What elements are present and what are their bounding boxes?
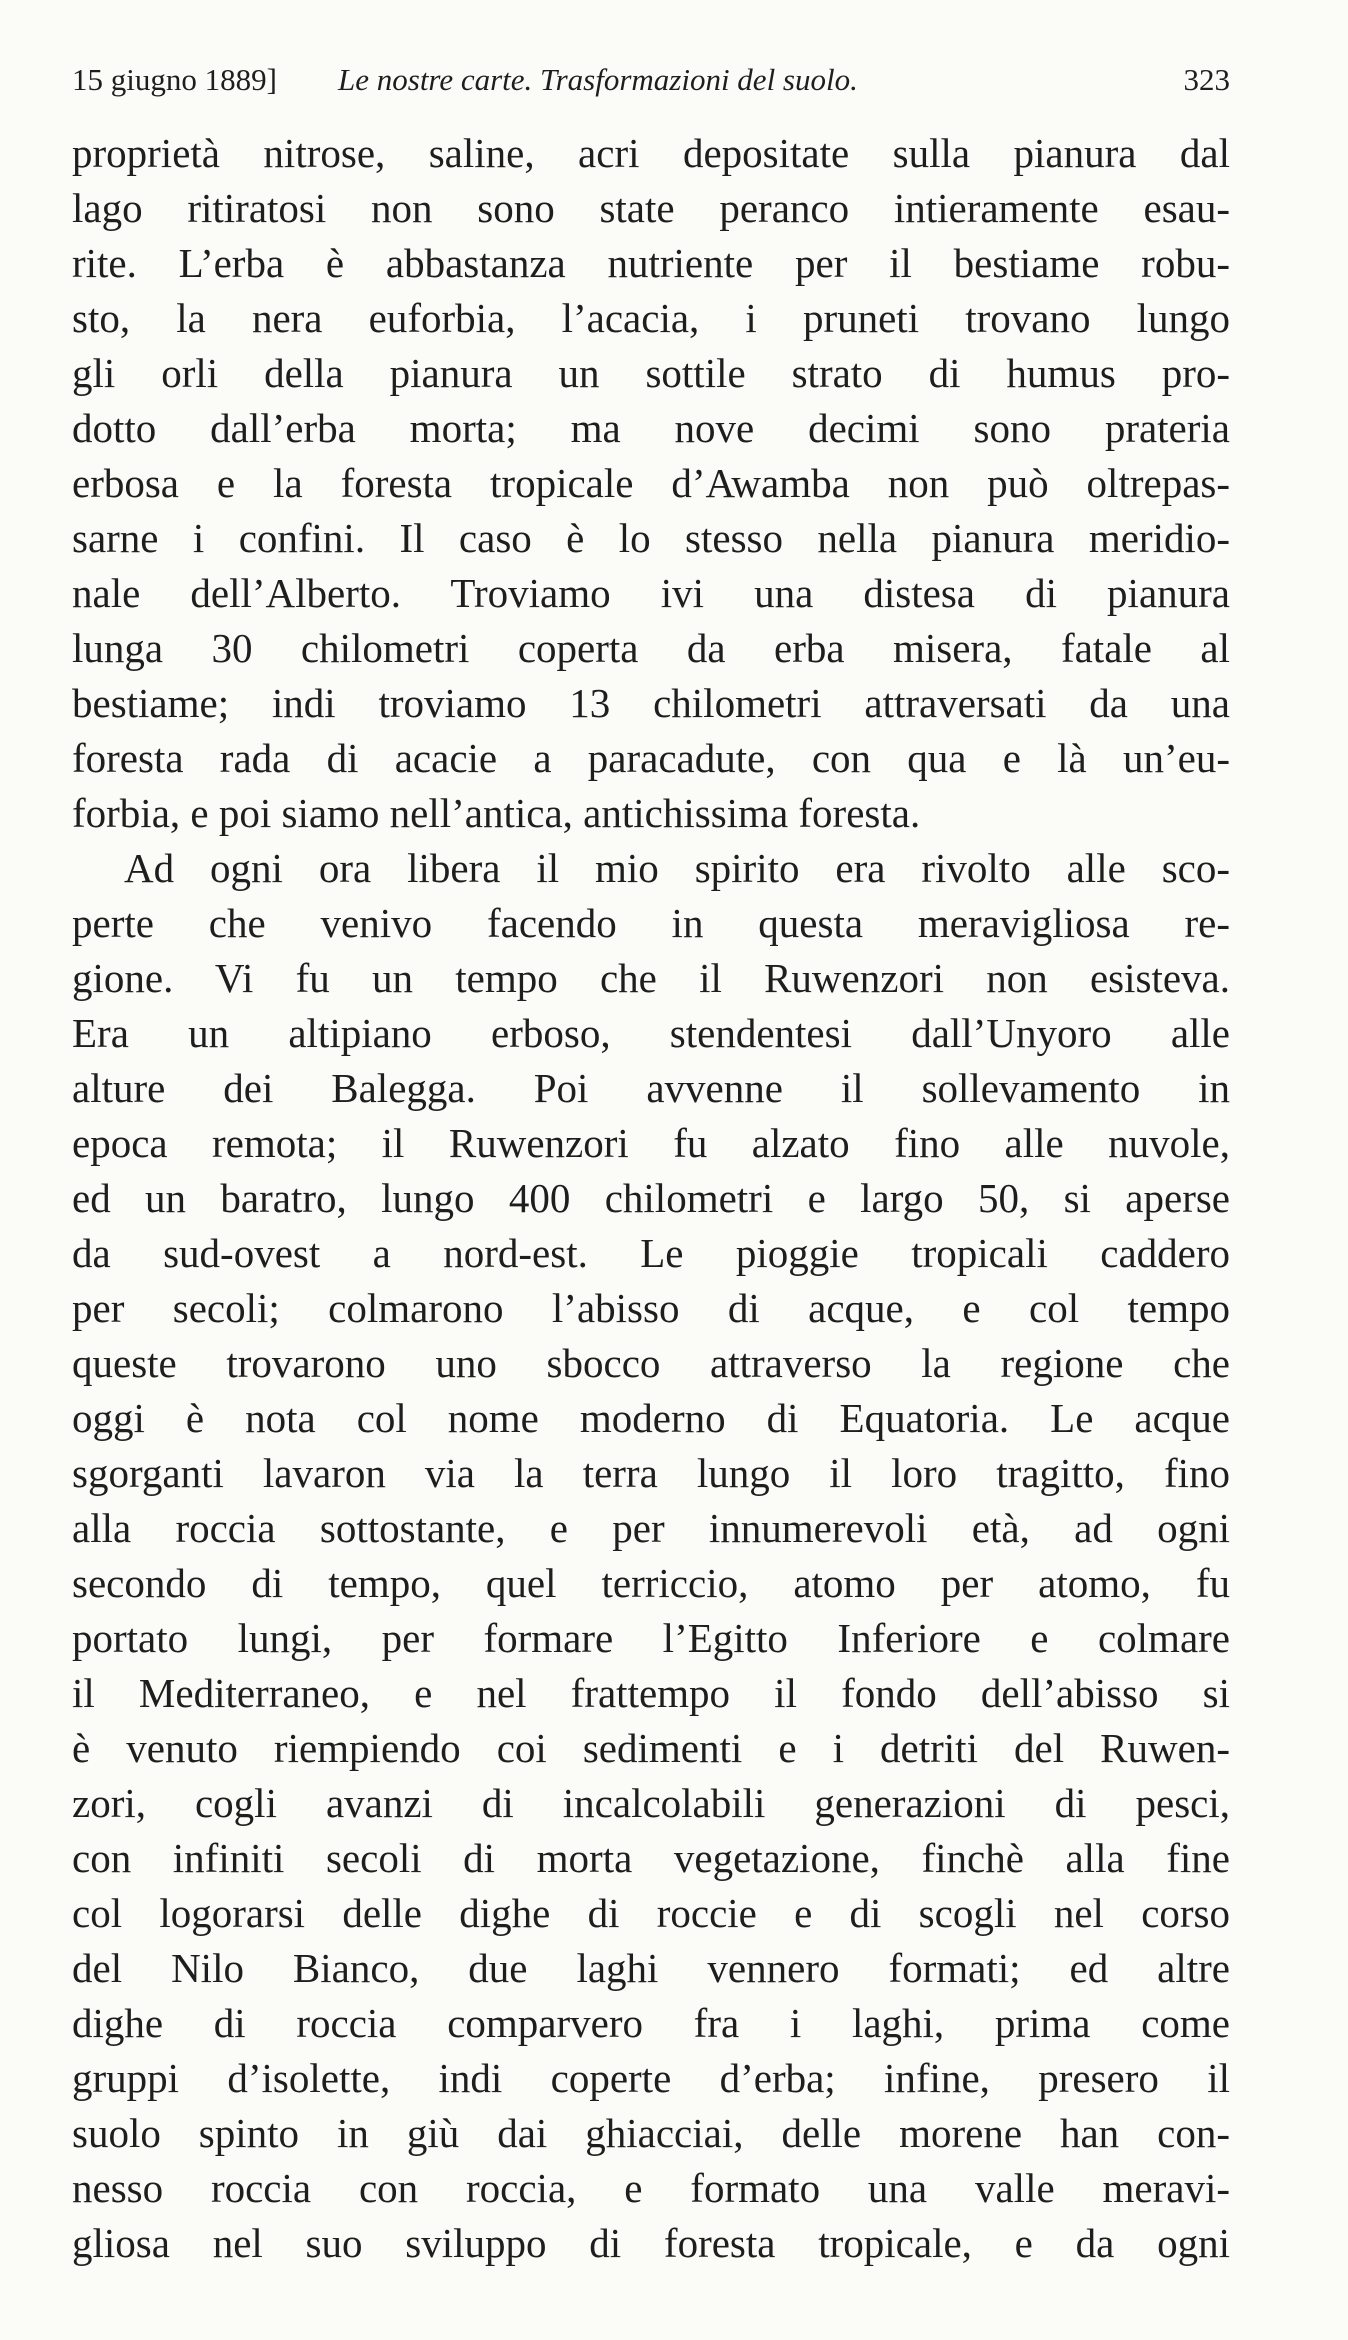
- text-line: epoca remota; il Ruwenzori fu alzato fino alle nuvole,: [72, 1120, 1230, 1166]
- text-line: alla roccia sottostante, e per innumerevoli età, ad ogni: [72, 1505, 1230, 1551]
- text-line: lunga 30 chilometri coperta da erba misera, fatale al: [72, 625, 1230, 671]
- text-line: erbosa e la foresta tropicale d’Awamba non può oltrepas-: [72, 460, 1230, 506]
- text-line: Era un altipiano erboso, stendentesi dall’Unyoro alle: [72, 1010, 1230, 1056]
- text-line: suolo spinto in giù dai ghiacciai, delle morene han con-: [72, 2110, 1230, 2156]
- header-date: 15 giugno 1889]: [72, 62, 277, 97]
- page-number: 323: [1183, 62, 1230, 97]
- text-line: gliosa nel suo sviluppo di foresta tropicale, e da ogni: [72, 2220, 1230, 2266]
- running-title: Le nostre carte. Trasformazioni del suolo.: [338, 62, 858, 97]
- text-line: il Mediterraneo, e nel frattempo il fondo dell’abisso si: [72, 1670, 1230, 1716]
- text-line: del Nilo Bianco, due laghi vennero formati; ed altre: [72, 1945, 1230, 1991]
- text-line: proprietà nitrose, saline, acri depositate sulla pianura dal: [72, 130, 1230, 176]
- body-text: [72, 126, 1230, 2271]
- text-line: col logorarsi delle dighe di roccie e di scogli nel corso: [72, 1890, 1230, 1936]
- text-line: secondo di tempo, quel terriccio, atomo per atomo, fu: [72, 1560, 1230, 1606]
- page-header: [72, 56, 1230, 104]
- text-line: sto, la nera euforbia, l’acacia, i pruneti trovano lungo: [72, 295, 1230, 341]
- text-line: alture dei Balegga. Poi avvenne il sollevamento in: [72, 1065, 1230, 1111]
- text-line: forbia, e poi siamo nell’antica, antichissima foresta.: [72, 790, 921, 836]
- text-line: oggi è nota col nome moderno di Equatoria. Le acque: [72, 1395, 1230, 1441]
- text-line: ed un baratro, lungo 400 chilometri e largo 50, si aperse: [72, 1175, 1230, 1221]
- text-line: dotto dall’erba morta; ma nove decimi sono prateria: [72, 405, 1230, 451]
- text-line: dighe di roccia comparvero fra i laghi, prima come: [72, 2000, 1230, 2046]
- text-line: con infiniti secoli di morta vegetazione, finchè alla fine: [72, 1835, 1230, 1881]
- text-line: perte che venivo facendo in questa meravigliosa re-: [72, 900, 1230, 946]
- text-line: nesso roccia con roccia, e formato una valle meravi-: [72, 2165, 1230, 2211]
- paragraph-first-line: Ad ogni ora libera il mio spirito era rivolto alle sco-: [124, 845, 1230, 891]
- text-line: rite. L’erba è abbastanza nutriente per il bestiame robu-: [72, 240, 1230, 286]
- text-line: per secoli; colmarono l’abisso di acque, e col tempo: [72, 1285, 1230, 1331]
- text-line: sarne i confini. Il caso è lo stesso nella pianura meridio-: [72, 515, 1230, 561]
- text-line: è venuto riempiendo coi sedimenti e i detriti del Ruwen-: [72, 1725, 1230, 1771]
- text-line: foresta rada di acacie a paracadute, con qua e là un’eu-: [72, 735, 1230, 781]
- text-line: zori, cogli avanzi di incalcolabili generazioni di pesci,: [72, 1780, 1230, 1826]
- text-line: nale dell’Alberto. Troviamo ivi una distesa di pianura: [72, 570, 1230, 616]
- text-line: bestiame; indi troviamo 13 chilometri attraversati da una: [72, 680, 1230, 726]
- text-line: portato lungi, per formare l’Egitto Inferiore e colmare: [72, 1615, 1230, 1661]
- text-line: gli orli della pianura un sottile strato di humus pro-: [72, 350, 1230, 396]
- text-line: queste trovarono uno sbocco attraverso la regione che: [72, 1340, 1230, 1386]
- text-line: lago ritiratosi non sono state peranco intieramente esau-: [72, 185, 1230, 231]
- text-line: gruppi d’isolette, indi coperte d’erba; infine, presero il: [72, 2055, 1230, 2101]
- text-line: gione. Vi fu un tempo che il Ruwenzori non esisteva.: [72, 955, 1230, 1001]
- text-line: sgorganti lavaron via la terra lungo il loro tragitto, fino: [72, 1450, 1230, 1496]
- text-line: da sud-ovest a nord-est. Le pioggie tropicali caddero: [72, 1230, 1230, 1276]
